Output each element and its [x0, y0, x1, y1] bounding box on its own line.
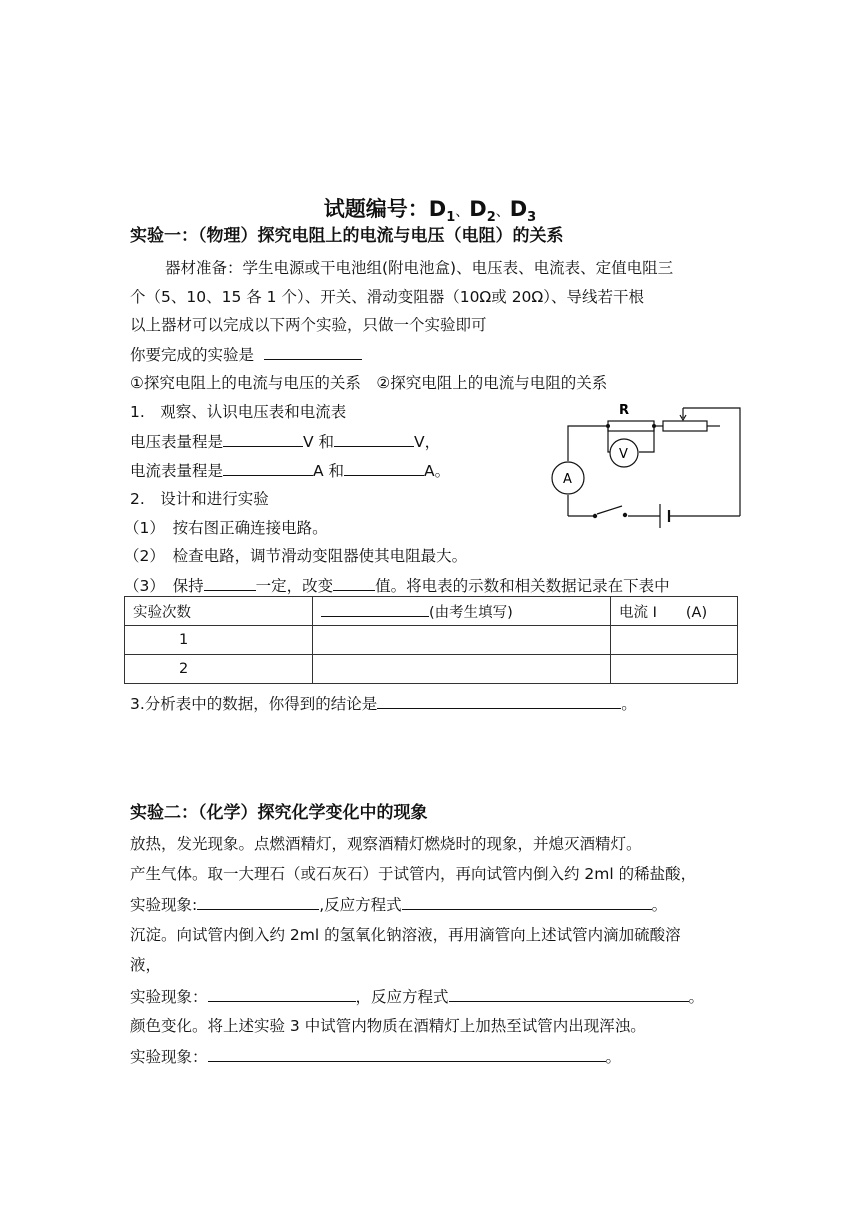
exp2-line-6: 实验现象： ，反应方程式 。 [130, 988, 705, 1006]
exp2-line-2: 产生气体。取一大理石（或石灰石）于试管内，再向试管内倒入约 2ml 的稀盐酸， [130, 865, 697, 883]
circuit-diagram [540, 398, 750, 532]
page-title: 试题编号：$D_1$、$D_2$、$D_3$ [323, 197, 537, 226]
exp1-note: 以上器材可以完成以下两个实验，只做一个实验即可 [130, 316, 487, 334]
volt-range-blank-1[interactable] [223, 431, 303, 447]
table-cell-trial: 2 [125, 655, 313, 684]
table-cell-input[interactable] [313, 655, 611, 684]
keep-constant-blank[interactable] [204, 575, 256, 591]
ammeter-range-line: 电流表量程是 A 和 A。 [130, 462, 451, 480]
data-table [124, 596, 738, 684]
table-row [125, 626, 738, 655]
exp2-line-3: 实验现象: ,反应方程式 。 [130, 896, 668, 914]
amp-range-blank-2[interactable] [344, 460, 424, 476]
exp1-heading: 实验一：（物理）探究电阻上的电流与电压（电阻）的关系 [130, 226, 564, 246]
exp1-sub1: （1） 按右图正确连接电路。 [124, 519, 328, 537]
phenomenon-blank-3[interactable] [208, 1046, 606, 1062]
phenomenon-blank-2[interactable] [208, 986, 356, 1002]
choose-blank[interactable] [264, 344, 362, 360]
volt-range-blank-2[interactable] [334, 431, 414, 447]
table-cell-current[interactable] [611, 626, 738, 655]
resistor-label: R [619, 403, 630, 418]
table-header-row [125, 597, 738, 626]
exp1-choose: 你要完成的实验是 [130, 344, 362, 365]
exp1-sub2: （2） 检查电路，调节滑动变阻器使其电阻最大。 [124, 547, 468, 565]
exp2-line-1: 放热，发光现象。点燃酒精灯，观察酒精灯燃烧时的现象，并熄灭酒精灯。 [130, 835, 642, 853]
amp-range-blank-1[interactable] [223, 460, 313, 476]
exp1-sub3: （3） 保持 一定，改变 值。将电表的示数和相关数据记录在下表中 [124, 577, 670, 595]
exp1-materials-1: 器材准备：学生电源或干电池组(附电池盒)、电压表、电流表、定值电阻三 [165, 259, 674, 277]
exp1-step2: 2. 设计和进行实验 [130, 490, 269, 508]
table-cell-current[interactable] [611, 655, 738, 684]
table-header-current: 电流 I (A) [611, 597, 738, 626]
exp2-line-5: 液， [130, 956, 162, 974]
table-row [125, 655, 738, 684]
table-cell-trial: 1 [125, 626, 313, 655]
voltmeter-range-line: 电压表量程是 V 和 V， [130, 433, 441, 451]
ammeter-label: A [563, 472, 572, 487]
exp2-line-7: 颜色变化。将上述实验 3 中试管内物质在酒精灯上加热至试管内出现浑浊。 [130, 1017, 646, 1035]
exp1-step3: 3.分析表中的数据，你得到的结论是 。 [130, 695, 637, 713]
conclusion-blank[interactable] [377, 693, 621, 709]
exp2-line-4: 沉淀。向试管内倒入约 2ml 的氢氧化钠溶液，再用滴管向上述试管内滴加硫酸溶 [130, 926, 681, 944]
exp2-heading: 实验二：（化学）探究化学变化中的现象 [130, 803, 428, 823]
voltmeter-label: V [619, 447, 628, 462]
equation-blank-1[interactable] [402, 894, 652, 910]
exp1-materials-2: 个（5、10、15 各 1 个）、开关、滑动变阻器（10Ω或 20Ω）、导线若干根 [130, 288, 645, 306]
exp1-step1: 1. 观察、认识电压表和电流表 [130, 403, 347, 421]
change-value-blank[interactable] [333, 575, 375, 591]
table-header-custom: (由考生填写) [313, 597, 611, 626]
column-name-blank[interactable] [321, 602, 429, 617]
exp1-options: ①探究电阻上的电流与电压的关系 ②探究电阻上的电流与电阻的关系 [130, 374, 608, 392]
table-header-trial: 实验次数 [125, 597, 313, 626]
exp2-line-8: 实验现象： 。 [130, 1048, 622, 1066]
equation-blank-2[interactable] [449, 986, 689, 1002]
phenomenon-blank-1[interactable] [197, 894, 319, 910]
table-cell-input[interactable] [313, 626, 611, 655]
